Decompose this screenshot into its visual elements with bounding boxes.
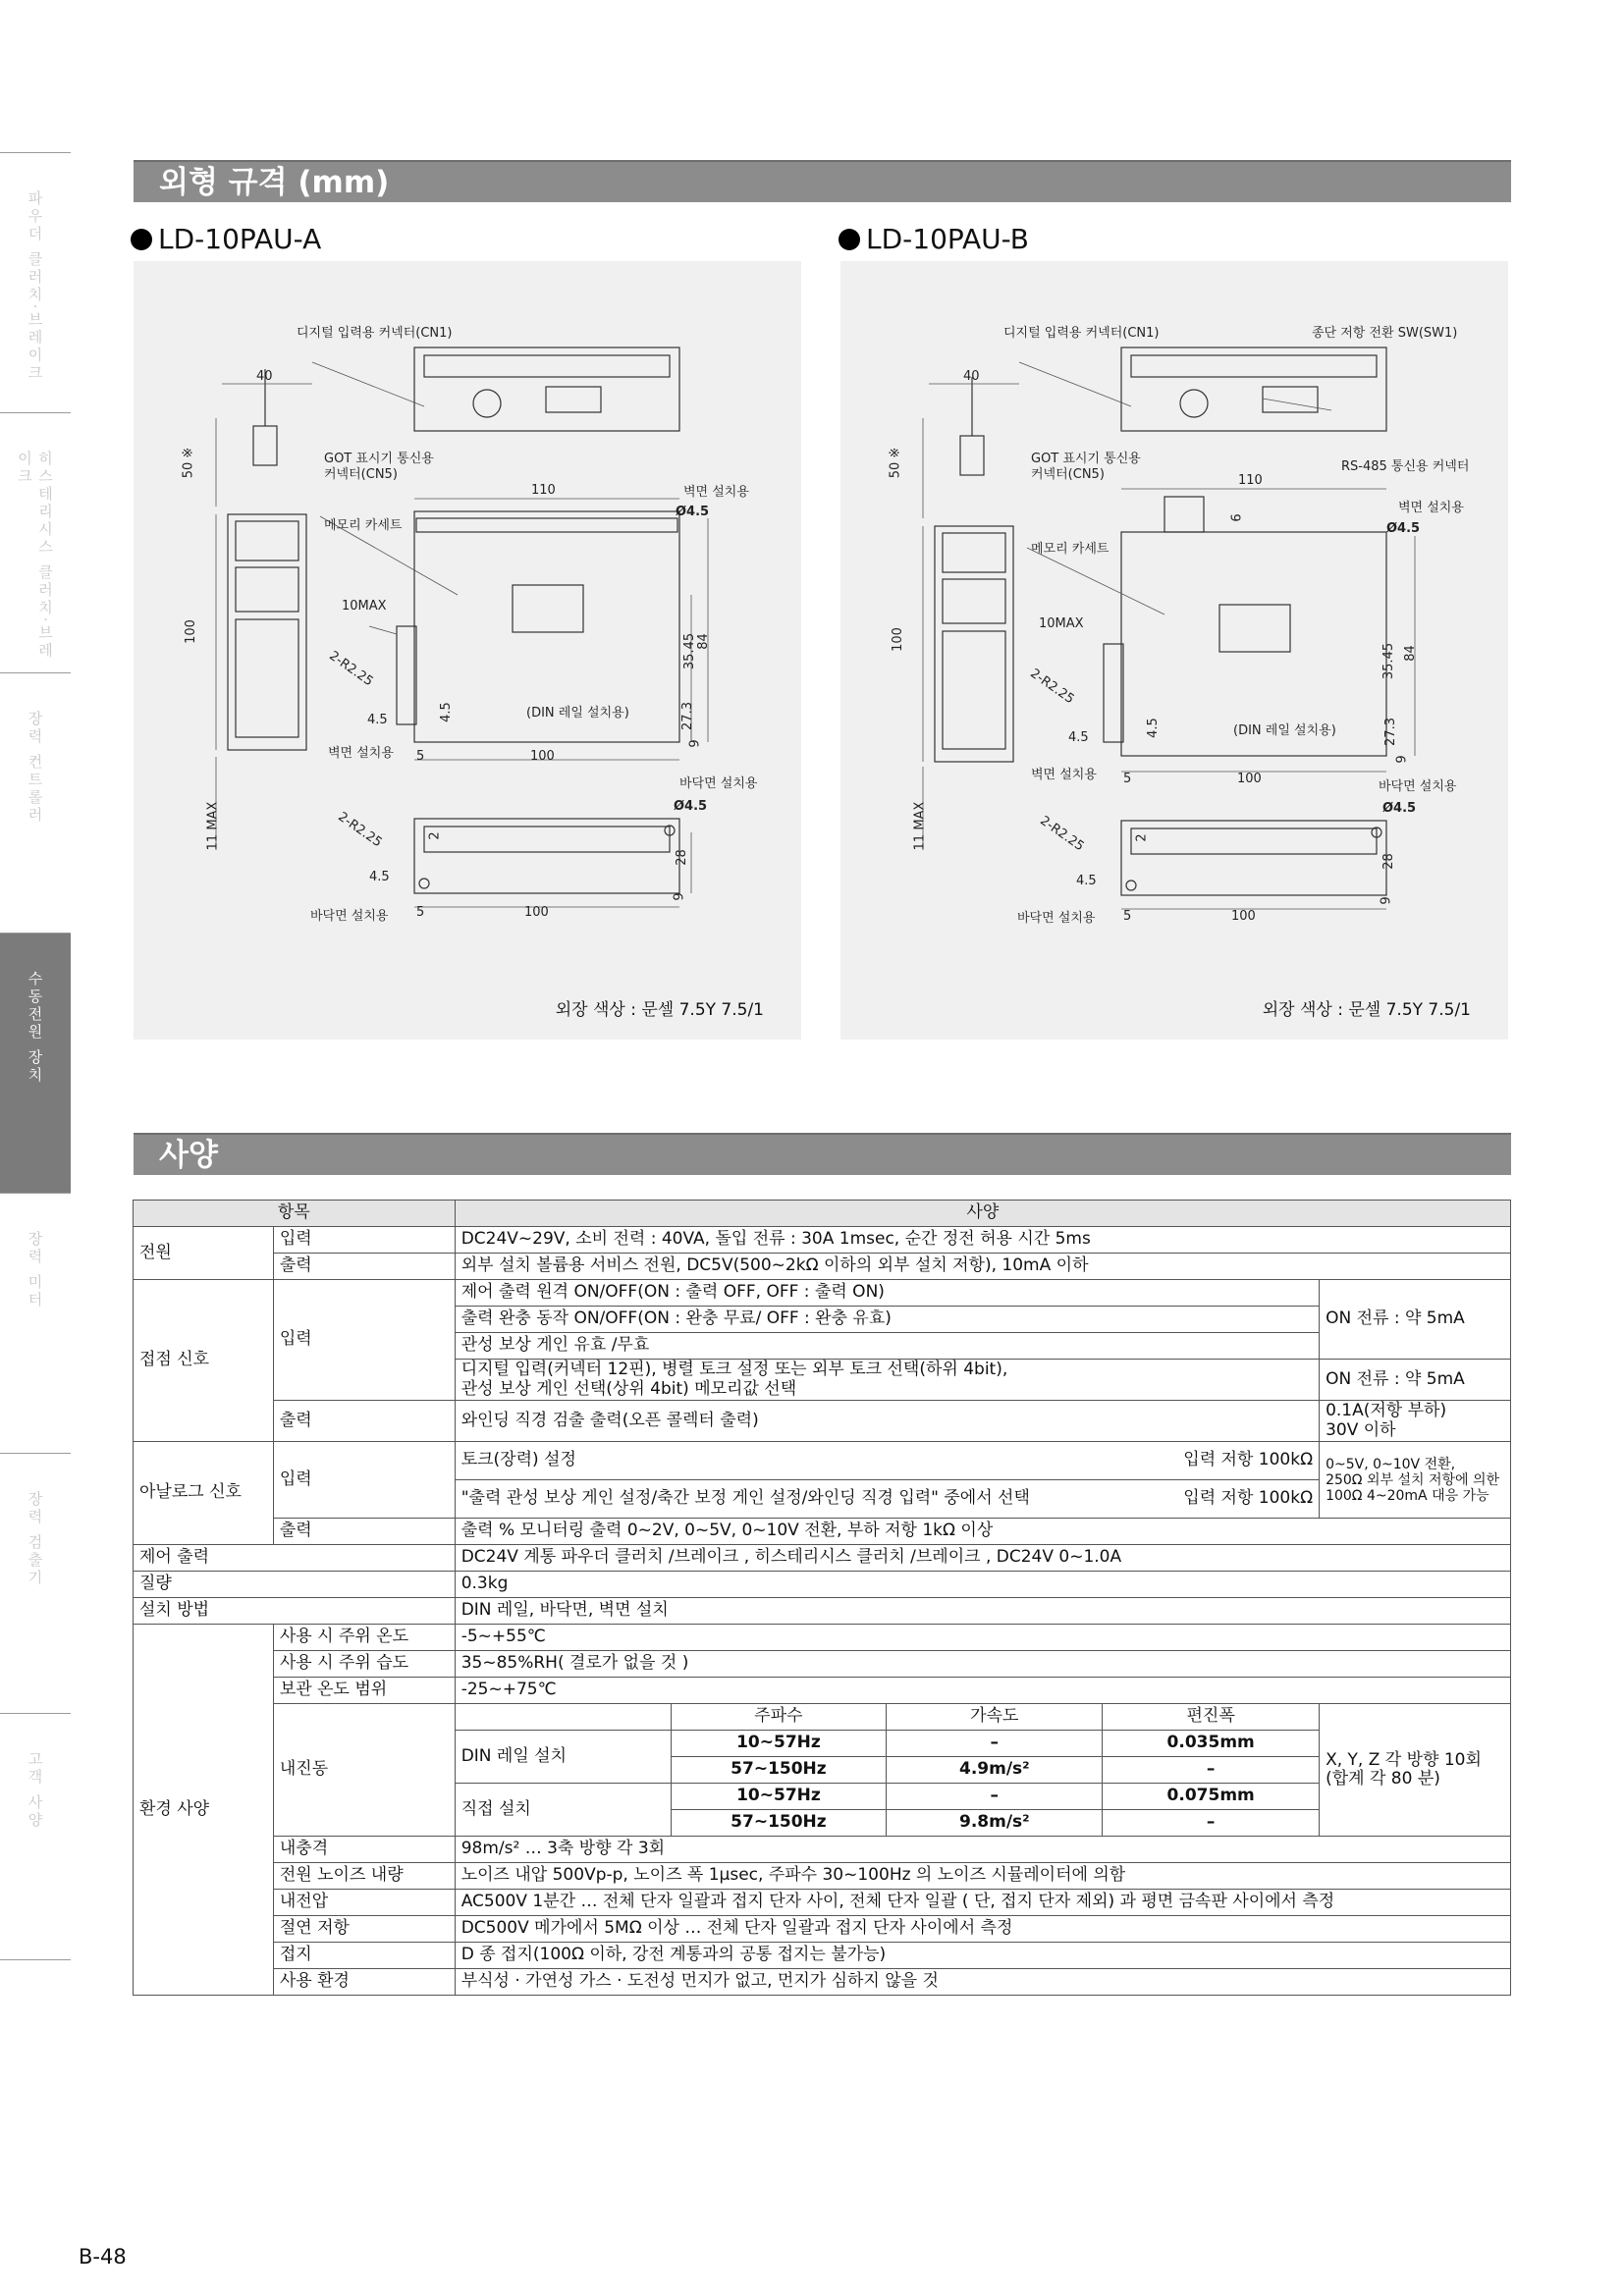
table-row: 관성 보상 게인 유효 /무효 xyxy=(134,1333,1511,1360)
table-row: 전원 입력 DC24V~29V, 소비 전력 : 40VA, 돌입 전류 : 30A 1msec, 순간 정전 허용 시간 5ms xyxy=(134,1227,1511,1254)
side-tab-detector[interactable]: 장력 검출기 xyxy=(0,1453,71,1714)
table-row: 57~150Hz 9.8m/s² – xyxy=(134,1810,1511,1837)
table-row: 전원 노이즈 내량 노이즈 내압 500Vp-p, 노이즈 폭 1μsec, 주파수 30~100Hz 의 노이즈 시뮬레이터에 의함 xyxy=(134,1863,1511,1890)
page-number: B-48 xyxy=(79,2245,127,2269)
side-index xyxy=(0,152,71,1958)
table-row: 디지털 입력(커넥터 12핀), 병렬 토크 설정 또는 외부 토크 선택(하위 4bit), 관성 보상 게인 선택(상위 4bit) 메모리값 선택 ON 전류 : 약 5mA xyxy=(134,1360,1511,1401)
table-row: 질량 0.3kg xyxy=(134,1572,1511,1598)
table-row: 57~150Hz 4.9m/s² – xyxy=(134,1757,1511,1784)
table-row: 보관 온도 범위 -25~+75℃ xyxy=(134,1678,1511,1704)
table-row: 절연 저항 DC500V 메가에서 5MΩ 이상 … 전체 단자 일괄과 접지 단자 사이에서 측정 xyxy=(134,1916,1511,1943)
section-title-spec: 사양 xyxy=(134,1133,1511,1175)
side-tab-custom[interactable]: 고객 사양 xyxy=(0,1713,71,1960)
bullet-icon xyxy=(839,229,860,250)
side-tab-controller[interactable]: 장력 컨트롤러 xyxy=(0,672,71,934)
spec-table xyxy=(133,1200,1511,1996)
table-row: 직접 설치 10~57Hz – 0.075mm xyxy=(134,1784,1511,1810)
table-row: 제어 출력 DC24V 계통 파우더 클러치 /브레이크 , 히스테리시스 클러치 /브레이크 , DC24V 0~1.0A xyxy=(134,1545,1511,1572)
table-row: 출력 외부 설치 볼륨용 서비스 전원, DC5V(500~2kΩ 이하의 외부 설치 저항), 10mA 이하 xyxy=(134,1254,1511,1280)
model-title-b: LD-10PAU-B xyxy=(839,223,1029,255)
table-row: 내진동 주파수 가속도 편진폭 X, Y, Z 각 방향 10회 (합계 각 80 분) xyxy=(134,1704,1511,1731)
dimension-drawing-a: 디지털 입력용 커넥터(CN1) 40 50 ※ GOT 표시기 통신용 커넥터(CN5) 110 벽면 설치용 Ø4.5 메모리 카세트 100 10MAX 2-R2.25 35.45 84 4.5 4.5 (DIN 레일 설치용) 27.3 9 벽면 설치용 5 100 바닥면 설치용 11 MAX 2-R2.25 Ø4.5 2 28 4.5 바닥면 설치용 5 100 9 외장 색상 : 문셀 7.5Y 7.5/1 xyxy=(134,261,801,1040)
table-row: 접점 신호 입력 제어 출력 원격 ON/OFF(ON : 출력 OFF, OFF : 출력 ON) ON 전류 : 약 5mA xyxy=(134,1280,1511,1307)
table-row: 출력 출력 % 모니터링 출력 0~2V, 0~5V, 0~10V 전환, 부하 저항 1kΩ 이상 xyxy=(134,1519,1511,1545)
color-note-a: 외장 색상 : 문셀 7.5Y 7.5/1 xyxy=(555,1000,764,1020)
drawing-a-lines xyxy=(134,261,801,1040)
color-note-b: 외장 색상 : 문셀 7.5Y 7.5/1 xyxy=(1262,1000,1471,1020)
model-title-a: LD-10PAU-A xyxy=(131,223,321,255)
table-header-row: 항목 사양 xyxy=(134,1201,1511,1227)
table-row: "출력 관성 보상 게인 설정/축간 보정 게인 설정/와인딩 직경 입력" 중에서 선택 입력 저항 100kΩ xyxy=(134,1480,1511,1519)
table-row: 내충격 98m/s² … 3축 방향 각 3회 xyxy=(134,1837,1511,1863)
table-row: 환경 사양 사용 시 주위 온도 -5~+55℃ xyxy=(134,1625,1511,1651)
table-row: 접지 D 종 접지(100Ω 이하, 강전 계통과의 공통 접지는 불가능) xyxy=(134,1943,1511,1969)
table-row: 출력 완충 동작 ON/OFF(ON : 완충 무료/ OFF : 완충 유효) xyxy=(134,1307,1511,1333)
side-tab-power-unit[interactable]: 수동전원 장치 xyxy=(0,933,71,1194)
bullet-icon xyxy=(131,229,152,250)
table-row: 사용 시 주위 습도 35~85%RH( 결로가 없을 것 ) xyxy=(134,1651,1511,1678)
table-row: 사용 환경 부식성 · 가연성 가스 · 도전성 먼지가 없고, 먼지가 심하지 않을 것 xyxy=(134,1969,1511,1996)
side-tab-powder[interactable]: 파우더 클러치·브레이크 xyxy=(0,152,71,413)
table-row: 출력 와인딩 직경 검출 출력(오픈 콜렉터 출력) 0.1A(저항 부하) 30V 이하 xyxy=(134,1401,1511,1442)
side-tab-meter[interactable]: 장력 미터 xyxy=(0,1193,71,1454)
table-row: 설치 방법 DIN 레일, 바닥면, 벽면 설치 xyxy=(134,1598,1511,1625)
section-title-dimensions: 외형 규격 (mm) xyxy=(134,160,1511,202)
table-row: DIN 레일 설치 10~57Hz – 0.035mm xyxy=(134,1731,1511,1757)
side-tab-hysteresis[interactable]: 히스테리시스 클러치·브레이크 xyxy=(0,412,71,673)
table-row: 내전압 AC500V 1분간 … 전체 단자 일괄과 접지 단자 사이, 전체 단자 일괄 ( 단, 접지 단자 제외) 과 평면 금속판 사이에서 측정 xyxy=(134,1890,1511,1916)
dimension-drawing-b: 디지털 입력용 커넥터(CN1) 종단 저항 전환 SW(SW1) 40 50 ※ GOT 표시기 통신용 커넥터(CN5) RS-485 통신용 커넥터 110 6 벽면 설치용 Ø4.5 메모리 카세트 100 10MAX 2-R2.25 35.45 84 4.5 4.5 (DIN 레일 설치용) 27.3 9 벽면 설치용 5 100 바닥면 설치용 11 MAX 2-R2.25 Ø4.5 2 28 4.5 바닥면 설치용 5 100 9 외장 색상 : 문셀 7.5Y 7.5/1 xyxy=(840,261,1508,1040)
table-row: 아날로그 신호 입력 토크(장력) 설정 입력 저항 100kΩ 0~5V, 0~10V 전환, 250Ω 외부 설치 저항에 의한 100Ω 4~20mA 대응 가능 xyxy=(134,1442,1511,1480)
